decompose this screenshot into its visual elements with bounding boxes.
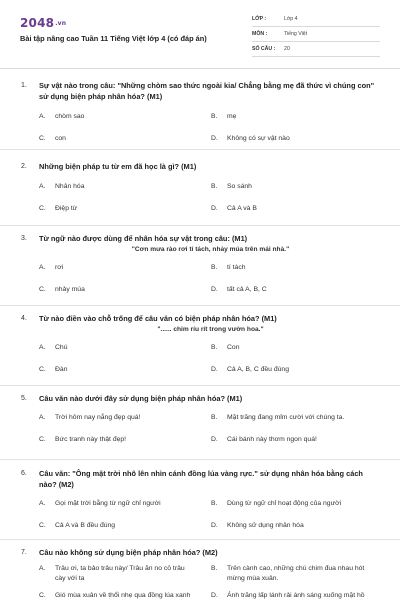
option-letter: B. xyxy=(211,264,218,271)
option-c[interactable] xyxy=(39,521,211,531)
question-stem: Sự vật nào trong câu: "Những chòm sao thức ngoài kia/ Chẳng bằng mẹ đã thức vì chúng con" sử dụng biện pháp nhân hóa? (M1) xyxy=(39,81,375,101)
option-d[interactable] xyxy=(211,365,383,375)
option-text: Nhân hóa xyxy=(55,183,85,190)
option-a[interactable] xyxy=(39,182,211,192)
option-d[interactable] xyxy=(211,521,383,531)
option-text: Con xyxy=(227,344,240,351)
meta-value: Lớp 4 xyxy=(284,16,298,22)
question-1 xyxy=(0,74,400,150)
question-stem: Những biện pháp tu từ em đã học là gì? (M1) xyxy=(39,162,197,171)
option-letter: C. xyxy=(39,436,46,443)
option-text: Trâu ơi, ta bảo trâu này/ Trâu ăn no cỏ trâu cày với ta xyxy=(55,565,185,582)
option-text: Gió mùa xuân về thổi nhẹ qua đồng lúa xanh xyxy=(55,592,191,599)
option-letter: B. xyxy=(211,565,218,572)
option-letter: D. xyxy=(211,286,218,293)
option-b[interactable] xyxy=(211,263,383,273)
option-letter: A. xyxy=(39,500,46,507)
worksheet-header xyxy=(0,0,400,66)
meta-value: Tiếng Việt xyxy=(284,31,308,37)
option-text: Chú xyxy=(55,344,68,351)
option-letter: C. xyxy=(39,366,46,373)
option-letter: B. xyxy=(211,414,218,421)
question-number: 4. xyxy=(21,315,27,322)
question-number: 1. xyxy=(21,82,27,89)
option-a[interactable] xyxy=(39,564,211,584)
question-quote: "...... chim ríu rít trong vườn hoa." xyxy=(157,326,264,333)
option-d[interactable] xyxy=(211,204,383,214)
option-letter: A. xyxy=(39,264,46,271)
meta-row-class xyxy=(252,12,380,27)
header-divider xyxy=(0,68,400,69)
option-c[interactable] xyxy=(39,134,211,144)
option-text: Ánh trăng lấp lánh rải ánh sáng xuống mặt hồ xyxy=(227,592,365,599)
option-d[interactable] xyxy=(211,591,383,600)
option-letter: C. xyxy=(39,135,46,142)
logo-tld: .vn xyxy=(55,20,67,27)
option-letter: B. xyxy=(211,183,218,190)
option-letter: B. xyxy=(211,113,218,120)
option-letter: D. xyxy=(211,592,218,599)
option-a[interactable] xyxy=(39,413,211,423)
option-letter: D. xyxy=(211,205,218,212)
option-text: Không sử dụng nhân hóa xyxy=(227,522,304,529)
question-stem: Câu văn: "Ông mặt trời nhô lên nhìn cánh đồng lúa vàng rực." sử dụng nhân hóa bằng cách nào? (M2) xyxy=(39,469,363,489)
option-letter: B. xyxy=(211,344,218,351)
option-text: Cả A và B đều đúng xyxy=(55,522,116,529)
question-2 xyxy=(0,150,400,226)
question-number: 5. xyxy=(21,395,27,402)
option-text: chòm sao xyxy=(55,113,85,120)
question-number: 7. xyxy=(21,549,27,556)
meta-value: 20 xyxy=(284,46,290,52)
option-text: Dùng từ ngữ chỉ hoạt động của người xyxy=(227,500,342,507)
question-stem: Câu văn nào dưới đây sử dụng biện pháp nhân hóa? (M1) xyxy=(39,394,243,403)
question-list xyxy=(0,74,400,600)
option-letter: B. xyxy=(211,500,218,507)
option-text: Trời hôm nay nắng đẹp quá! xyxy=(55,414,141,421)
option-text: mẹ xyxy=(227,113,237,120)
option-b[interactable] xyxy=(211,413,383,423)
option-letter: C. xyxy=(39,592,46,599)
option-letter: C. xyxy=(39,205,46,212)
option-c[interactable] xyxy=(39,365,211,375)
option-b[interactable] xyxy=(211,343,383,353)
option-letter: C. xyxy=(39,522,46,529)
option-text: rơi xyxy=(55,264,64,271)
meta-row-subject xyxy=(252,27,380,42)
option-a[interactable] xyxy=(39,263,211,273)
meta-table xyxy=(252,12,380,57)
logo-text: 2048 xyxy=(20,16,55,30)
option-letter: A. xyxy=(39,414,46,421)
option-text: Điệp từ xyxy=(55,205,78,212)
option-c[interactable] xyxy=(39,435,211,445)
question-4 xyxy=(0,306,400,386)
option-d[interactable] xyxy=(211,435,383,445)
question-number: 2. xyxy=(21,163,27,170)
option-text: Cái bánh này thơm ngon quá! xyxy=(227,436,317,443)
option-text: nhảy múa xyxy=(55,286,85,293)
option-letter: D. xyxy=(211,135,218,142)
option-c[interactable] xyxy=(39,591,211,600)
question-stem: Câu nào không sử dụng biện pháp nhân hóa? (M2) xyxy=(39,548,218,557)
option-b[interactable] xyxy=(211,182,383,192)
option-b[interactable] xyxy=(211,112,383,122)
option-c[interactable] xyxy=(39,204,211,214)
question-number: 6. xyxy=(21,470,27,477)
option-letter: A. xyxy=(39,565,46,572)
question-stem: Từ ngữ nào được dùng để nhân hóa sự vật trong câu: (M1) xyxy=(39,234,248,243)
option-text: Bức tranh này thật đẹp! xyxy=(55,436,127,443)
option-text: Không có sự vật nào xyxy=(227,135,290,142)
question-6 xyxy=(0,460,400,540)
option-b[interactable] xyxy=(211,564,383,584)
option-d[interactable] xyxy=(211,285,383,295)
site-logo[interactable] xyxy=(20,16,66,30)
option-text: Mặt trăng đang mỉm cười với chúng ta. xyxy=(227,414,345,421)
question-3 xyxy=(0,226,400,306)
question-7 xyxy=(0,540,400,600)
question-number: 3. xyxy=(21,235,27,242)
option-letter: C. xyxy=(39,286,46,293)
option-text: tất cả A, B, C xyxy=(227,286,267,293)
option-text: Đàn xyxy=(55,366,68,373)
option-letter: D. xyxy=(211,436,218,443)
document-title: Bài tập nâng cao Tuần 11 Tiếng Việt lớp 4 (có đáp án) xyxy=(20,34,207,43)
option-text: Cả A, B, C đều đúng xyxy=(227,366,289,373)
meta-label: MÔN : xyxy=(252,31,268,37)
option-a[interactable] xyxy=(39,499,211,509)
question-5 xyxy=(0,386,400,460)
question-stem: Từ nào điền vào chỗ trống để câu văn có biện pháp nhân hóa? (M1) xyxy=(39,314,277,323)
option-letter: D. xyxy=(211,522,218,529)
option-a[interactable] xyxy=(39,112,211,122)
option-text: con xyxy=(55,135,66,142)
option-a[interactable] xyxy=(39,343,211,353)
option-letter: A. xyxy=(39,344,46,351)
option-text: Trên cành cao, những chú chim đua nhau hót mừng mùa xuân. xyxy=(227,565,365,582)
option-text: Cả A và B xyxy=(227,205,257,212)
option-b[interactable] xyxy=(211,499,383,509)
option-letter: D. xyxy=(211,366,218,373)
option-d[interactable] xyxy=(211,134,383,144)
option-letter: A. xyxy=(39,113,46,120)
option-text: Gọi mặt trời bằng từ ngữ chỉ người xyxy=(55,500,161,507)
meta-label: LỚP : xyxy=(252,16,267,22)
option-c[interactable] xyxy=(39,285,211,295)
option-text: So sánh xyxy=(227,183,252,190)
meta-row-count xyxy=(252,42,380,57)
meta-label: SỐ CÂU : xyxy=(252,46,276,52)
option-text: tí tách xyxy=(227,264,246,271)
question-quote: "Cơn mưa rào rơi tí tách, nhảy múa trên mái nhà." xyxy=(131,246,290,253)
option-letter: A. xyxy=(39,183,46,190)
